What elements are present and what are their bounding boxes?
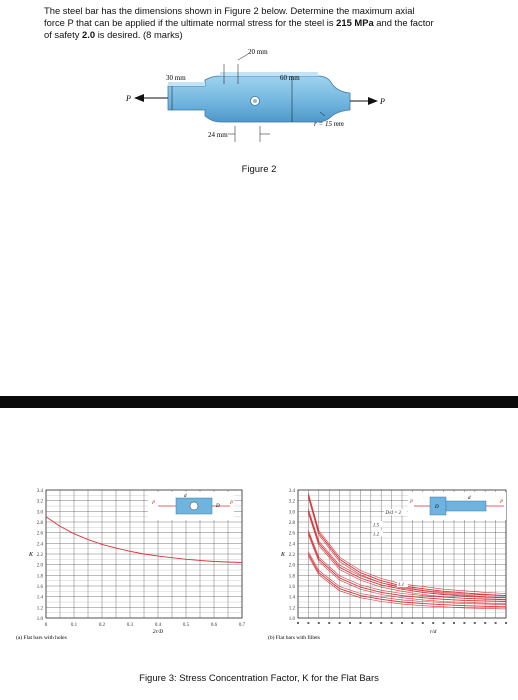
- y-tick-label: 3.2: [36, 499, 43, 505]
- y-tick-label: 1.6: [36, 585, 43, 590]
- x-tick-mark: [463, 622, 465, 624]
- x-tick-mark: [318, 622, 320, 624]
- y-tick-label: 1.2: [36, 606, 43, 612]
- inset-bar-narrow: [446, 501, 486, 511]
- inset-dim-right: D: [216, 504, 220, 509]
- right-load-arrow: [368, 97, 378, 105]
- x-tick-label: 0.7: [238, 623, 246, 628]
- y-axis-label: K: [281, 552, 286, 558]
- y-tick-label: 1.0: [36, 617, 43, 622]
- y-tick-label: 2.8: [288, 521, 295, 526]
- y-tick-label: 2.6: [36, 531, 43, 537]
- chart-flat-bars-with-fillets: [268, 480, 516, 670]
- fillet-radius-label: r = 15 mm: [314, 120, 344, 128]
- curve-label: D/d = 2: [385, 511, 402, 516]
- curve-label: 1.1: [397, 583, 405, 588]
- y-tick-label: 1.2: [288, 606, 295, 612]
- x-tick-mark: [411, 622, 413, 624]
- problem-statement: [44, 5, 474, 42]
- load-right-label: P: [380, 97, 385, 106]
- y-tick-label: 2.0: [36, 563, 43, 569]
- x-tick-label: 0.4: [154, 623, 162, 628]
- inset-dim-right: d: [468, 496, 471, 501]
- x-tick-mark: [297, 622, 299, 624]
- y-tick-label: 2.2: [288, 553, 295, 558]
- x-tick-mark: [307, 622, 309, 624]
- y-axis-label: K: [29, 552, 34, 558]
- y-tick-label: 1.8: [288, 574, 295, 580]
- inset-dim-top: D: [435, 505, 439, 510]
- data-series-curve-aux: [308, 535, 506, 604]
- dimension-30mm: 30 mm: [166, 74, 186, 82]
- ultimate-stress-value: 215 MPa: [336, 17, 374, 29]
- y-tick-label: 2.4: [36, 542, 43, 548]
- inset-load-right: P: [230, 501, 234, 506]
- x-axis-label: 2r/D: [152, 629, 164, 635]
- dimension-60mm: 60 mm: [280, 74, 300, 82]
- inset-load-left: P: [410, 500, 414, 505]
- x-tick-mark: [484, 622, 486, 624]
- safety-factor-value: 2.0: [82, 29, 96, 41]
- x-tick-label: 0.6: [210, 623, 218, 628]
- x-tick-label: 0: [44, 623, 48, 628]
- inset-load-left: P: [152, 501, 156, 506]
- x-tick-mark: [453, 622, 455, 624]
- dimension-20mm: 20 mm: [248, 48, 268, 56]
- y-tick-label: 1.4: [288, 595, 295, 601]
- problem-line3c: is desired. (8 marks): [95, 29, 183, 41]
- x-axis-label: r/d: [429, 629, 437, 635]
- x-tick-mark: [391, 622, 393, 624]
- y-tick-label: 3.4: [288, 489, 295, 494]
- x-tick-label: 0.2: [98, 623, 106, 628]
- data-series-curve: [308, 533, 506, 602]
- y-tick-label: 2.4: [288, 542, 295, 548]
- steel-bar-top-face: [168, 82, 205, 86]
- x-tick-label: 0.5: [182, 623, 190, 628]
- section-divider: [0, 396, 518, 408]
- x-tick-mark: [328, 622, 330, 624]
- y-tick-label: 3.2: [288, 499, 295, 505]
- problem-line2c: and the factor: [373, 17, 434, 29]
- y-tick-label: 2.2: [36, 553, 43, 558]
- x-tick-mark: [359, 622, 361, 624]
- left-load-arrow: [134, 94, 144, 102]
- curve-label: 1.5: [372, 523, 380, 529]
- x-tick-label: 0.1: [70, 623, 78, 628]
- y-tick-label: 3.0: [36, 510, 43, 516]
- x-tick-mark: [380, 622, 382, 624]
- x-tick-mark: [339, 622, 341, 624]
- curve-label: 1.2: [372, 532, 380, 538]
- y-tick-label: 2.6: [288, 531, 295, 537]
- chart-flat-bars-with-holes: [8, 480, 260, 670]
- dimension-24mm: 24 mm: [208, 131, 228, 139]
- x-tick-mark: [401, 622, 403, 624]
- y-tick-label: 1.8: [36, 574, 43, 580]
- problem-line2a: force P that can be applied if the ultimate normal stress for the steel is: [44, 17, 337, 29]
- inset-hole: [190, 502, 198, 510]
- inset-dim-top: d: [184, 494, 187, 499]
- x-tick-mark: [443, 622, 445, 624]
- load-left-label: P: [126, 94, 131, 103]
- y-tick-label: 1.4: [36, 595, 43, 601]
- x-tick-mark: [505, 622, 507, 624]
- x-tick-mark: [422, 622, 424, 624]
- x-tick-mark: [370, 622, 372, 624]
- x-tick-label: 0.3: [126, 623, 134, 628]
- figure-2-caption: Figure 2: [241, 164, 277, 175]
- y-tick-label: 1.0: [288, 617, 295, 622]
- y-tick-label: 1.6: [288, 585, 295, 590]
- chart-caption: (a) Flat bars with holes: [16, 635, 67, 641]
- y-tick-label: 3.4: [36, 489, 43, 494]
- y-tick-label: 3.0: [288, 510, 295, 516]
- x-tick-mark: [495, 622, 497, 624]
- y-tick-label: 2.0: [288, 563, 295, 569]
- x-tick-mark: [474, 622, 476, 624]
- y-tick-label: 2.8: [36, 521, 43, 526]
- figure-3-caption: Figure 3: Stress Concentration Factor, K for the Flat Bars: [139, 673, 379, 684]
- problem-line3a: of safety: [44, 29, 83, 41]
- chart-caption: (b) Flat bars with fillets: [268, 635, 320, 641]
- problem-line1: The steel bar has the dimensions shown in Figure 2 below. Determine the maximum axial: [44, 5, 415, 16]
- inset-load-right: P: [500, 500, 504, 505]
- x-tick-mark: [432, 622, 434, 624]
- x-tick-mark: [349, 622, 351, 624]
- steel-bar-top-face-wide: [220, 72, 318, 76]
